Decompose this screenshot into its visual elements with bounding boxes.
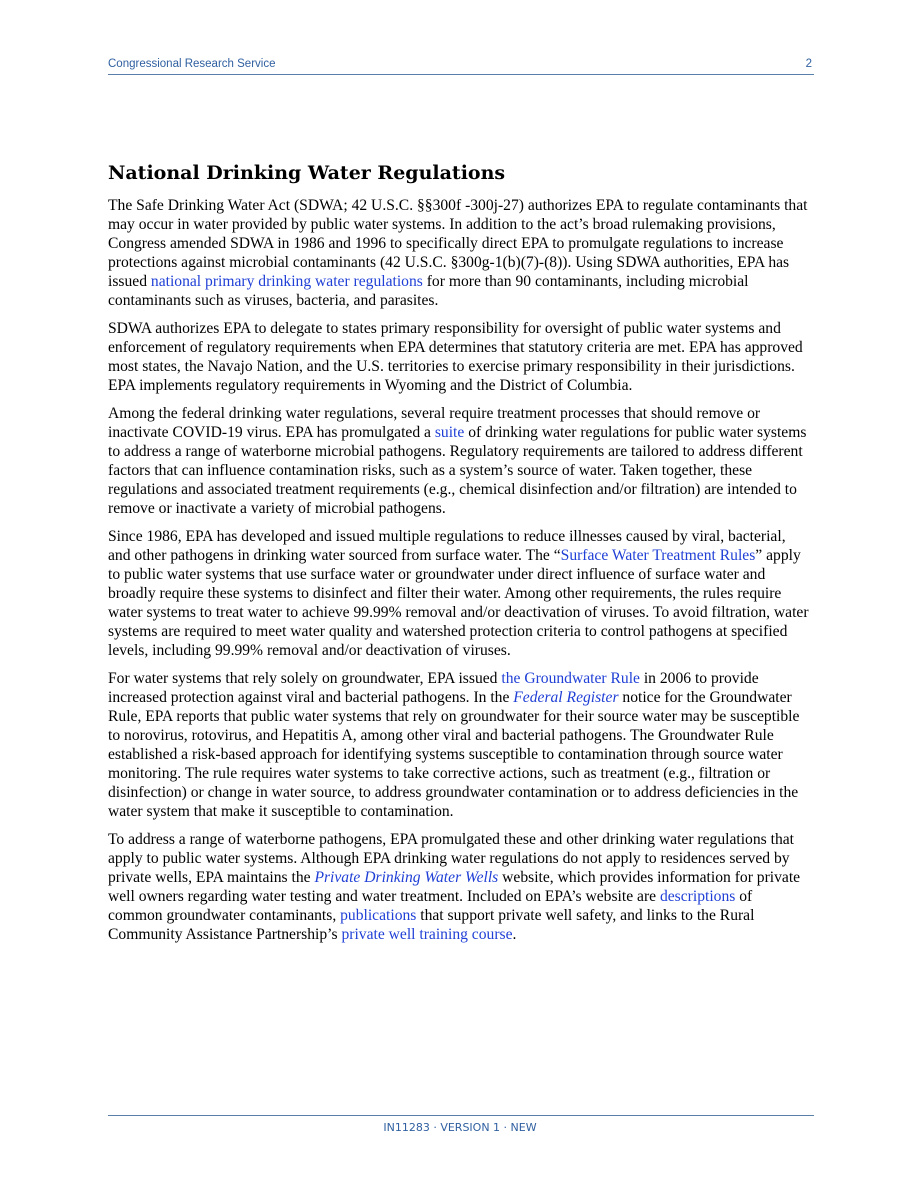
section-title: National Drinking Water Regulations <box>108 162 506 184</box>
publisher-name: Congressional Research Service <box>108 58 276 70</box>
link-federal-register[interactable]: Federal Register <box>513 689 619 706</box>
paragraph-sdwa-overview: The Safe Drinking Water Act (SDWA; 42 U.S.C. §§300f -300j-27) authorizes EPA to regulate contaminants that may occur in water provided by public water systems. In addition to the act’s broad rulemaking provisions, Congress amended SDWA in 1986 and 1996 to specifically direct EPA to promulgate regulations to increase protections against microbial contaminants (42 U.S.C. §300g-1(b)(7)-(8)). Using SDWA authorities, EPA has issued national primary drinking water regulations for more than 90 contaminants, including microbial contaminants such as viruses, bacteria, and parasites. <box>108 197 808 309</box>
link-descriptions[interactable]: descriptions <box>659 888 736 905</box>
page-header <box>108 58 814 75</box>
link-private-well-training-course[interactable]: private well training course <box>341 926 513 943</box>
paragraph-treatment: Among the federal drinking water regulations, several require treatment processes that should remove or inactivate COVID-19 virus. EPA has promulgated a suite of drinking water regulations for public water systems to address a range of waterborne microbial pathogens. Regulatory requirements are tailored to address different factors that can influence contamination risks, such as a system’s source of water. Taken together, these regulations and associated treatment requirements (e.g., chemical disinfection and/or filtration) are intended to remove or inactivate a variety of microbial pathogens. <box>108 405 807 517</box>
page-number: 2 <box>805 58 812 70</box>
paragraph-primacy: SDWA authorizes EPA to delegate to states primary responsibility for oversight of public water systems and enforcement of regulatory requirements when EPA determines that statutory criteria are met. EPA has approved most states, the Navajo Nation, and the U.S. territories to exercise primary responsibility in their jurisdictions. EPA implements regulatory requirements in Wyoming and the District of Columbia. <box>108 320 803 394</box>
page-footer: IN11283 · VERSION 1 · NEW <box>383 1121 537 1134</box>
document-body <box>108 196 810 953</box>
link-suite[interactable]: suite <box>434 424 465 441</box>
link-publications[interactable]: publications <box>340 907 417 924</box>
paragraph-groundwater: For water systems that rely solely on groundwater, EPA issued the Groundwater Rule in 2006 to provide increased protection against viral and bacterial pathogens. In the Federal Register notice for the Groundwater Rule, EPA reports that public water systems that rely on groundwater for their source water may be susceptible to norovirus, rotovirus, and Hepatitis A, among other viral and bacterial pathogens. The Groundwater Rule established a risk-based approach for identifying systems susceptible to contamination through source water monitoring. The rule requires water systems to take corrective actions, such as treatment (e.g., filtration or disinfection) or change in water source, to address groundwater contamination or to address deficiencies in the water system that make it susceptible to contamination. <box>108 670 800 820</box>
link-groundwater-rule[interactable]: the Groundwater Rule <box>501 670 640 687</box>
link-national-primary-regulations[interactable]: national primary drinking water regulations <box>150 273 423 290</box>
link-private-drinking-water-wells[interactable]: Private Drinking Water Wells <box>314 869 499 886</box>
link-surface-water-treatment-rules[interactable]: Surface Water Treatment Rules <box>560 547 756 564</box>
paragraph-surface-water: Since 1986, EPA has developed and issued multiple regulations to reduce illnesses caused by viral, bacterial, and other pathogens in drinking water sourced from surface water. The “Surface Water Treatment Rules” apply to public water systems that use surface water or groundwater under direct influence of surface water and broadly require these systems to disinfect and filter their water. Among other requirements, the rules require water systems to treat water to achieve 99.99% removal and/or deactivation of viruses. To avoid filtration, water systems are required to meet water quality and watershed protection criteria to control pathogens at specified levels, including 99.99% removal and/or deactivation of viruses. <box>108 528 809 659</box>
paragraph-private-wells: To address a range of waterborne pathogens, EPA promulgated these and other drinking water regulations that apply to public water systems. Although EPA drinking water regulations do not apply to residences served by private wells, EPA maintains the Private Drinking Water Wells website, which provides information for private well owners regarding water testing and water treatment. Included on EPA’s website are descriptions of common groundwater contaminants, publications that support private well safety, and links to the Rural Community Assistance Partnership’s private well training course. <box>108 831 801 943</box>
footer-divider <box>108 1115 814 1116</box>
